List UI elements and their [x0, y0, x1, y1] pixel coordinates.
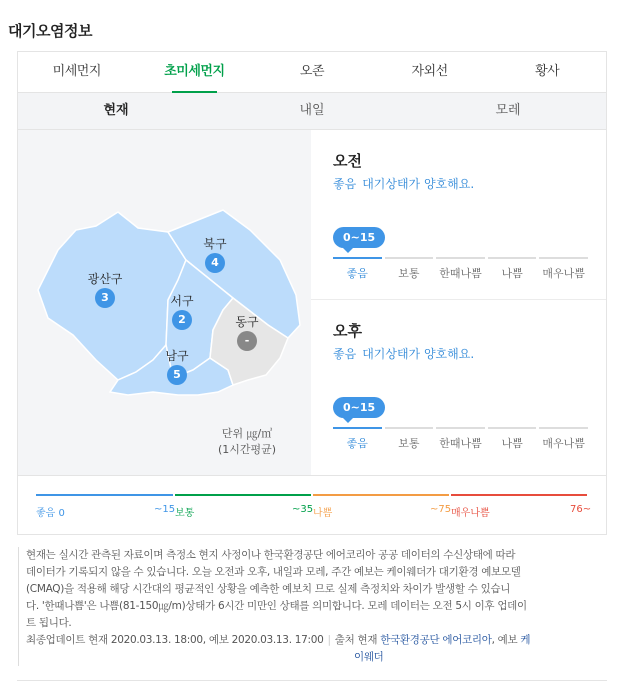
forecast-am: [311, 130, 606, 300]
grade-temp-bad: 한때나쁨: [436, 427, 485, 451]
tab-day-after[interactable]: 모레: [495, 103, 521, 118]
legend-bar-normal: [175, 494, 311, 496]
forecast-desc: 대기상태가 양호해요.: [362, 347, 475, 361]
tab-ozone[interactable]: 오존: [299, 64, 325, 79]
forecast-grade: 좋음: [333, 347, 357, 361]
grade-very-bad: 매우나쁨: [539, 427, 588, 451]
unit-period: (1시간평균): [218, 443, 277, 456]
legend-bar-good: [36, 494, 173, 496]
tab-now[interactable]: 현재: [103, 103, 129, 118]
source-kweather-link-2[interactable]: 이웨더: [354, 651, 384, 663]
grade-bad: 나쁨: [488, 427, 537, 451]
region-label-buk[interactable]: [185, 236, 245, 273]
grade-temp-bad: 한때나쁨: [436, 257, 485, 281]
notice-line: 트 됩니다.: [26, 617, 72, 629]
pollutant-tabs: [18, 52, 606, 93]
tab-uv[interactable]: 자외선: [411, 64, 448, 79]
data-notice: [18, 547, 603, 666]
region-value-badge: 2: [172, 310, 192, 330]
grade-bad: 나쁨: [488, 257, 537, 281]
grade-normal: 보통: [385, 427, 434, 451]
day-tabs: [18, 93, 606, 130]
region-value-badge: 5: [167, 365, 187, 385]
region-name: 남구: [165, 349, 189, 363]
source-mid: , 예보: [491, 634, 518, 646]
air-quality-card: [17, 51, 607, 535]
bottom-divider: [17, 680, 607, 681]
grade-scale: [333, 427, 588, 451]
forecast-time: 오전: [333, 152, 362, 170]
region-label-nam[interactable]: [147, 348, 207, 385]
source-kweather-link-1[interactable]: 케: [520, 634, 531, 646]
legend-bar-very-bad: [451, 494, 587, 496]
page-title: 대기오염정보: [8, 22, 92, 40]
unit-note: [218, 426, 276, 458]
region-name: 광산구: [87, 272, 123, 286]
grade-very-bad: 매우나쁨: [539, 257, 588, 281]
forecast-status: [333, 345, 474, 362]
tab-fine-dust[interactable]: 미세먼지: [52, 64, 101, 79]
forecast-status: [333, 175, 474, 192]
region-name: 북구: [203, 237, 227, 251]
legend-normal: 보통: [175, 508, 195, 519]
source-kweather-continued: [26, 649, 603, 666]
legend-normal-start: ~15: [154, 504, 176, 515]
forecast-desc: 대기상태가 양호해요.: [362, 177, 475, 191]
legend-very-bad-start: ~75: [430, 504, 452, 515]
legend-bad-start: ~35: [292, 504, 314, 515]
region-name: 동구: [235, 315, 259, 329]
notice-line: 다. '한때나쁨'은 나쁨(81-150㎍/m)상태가 6시간 미만인 상태를 의미합니다. 모레 데이터는 오전 5시 이후 업데이: [26, 600, 527, 612]
legend-good: 좋음 0: [36, 508, 65, 519]
notice-line: 현재는 실시간 관측된 자료이며 측정소 현지 사정이나 한국환경공단 에어코리아 공공 데이터의 수신상태에 따라: [26, 549, 516, 561]
legend-very-bad: 매우나쁨: [451, 508, 490, 519]
range-badge: 0~15: [333, 227, 385, 248]
tab-yellow-dust[interactable]: 황사: [535, 64, 560, 79]
legend-max: 76~: [570, 504, 592, 515]
source-airkorea-link[interactable]: 한국환경공단 에어코리아: [380, 634, 492, 646]
source-prefix: 출처 현재: [334, 634, 378, 646]
forecast-time: 오후: [333, 322, 362, 340]
tab-tomorrow[interactable]: 내일: [299, 103, 325, 118]
region-label-seo[interactable]: [152, 293, 212, 330]
range-badge: 0~15: [333, 397, 385, 418]
region-label-gwangsan[interactable]: [75, 271, 135, 308]
tab-ultrafine-dust[interactable]: 초미세먼지: [136, 52, 254, 92]
grade-good: 좋음: [333, 427, 382, 451]
grade-scale: [333, 257, 588, 281]
region-map: [18, 130, 311, 475]
region-value-badge: 3: [95, 288, 115, 308]
region-value-badge: -: [237, 331, 257, 351]
region-value-badge: 4: [205, 253, 225, 273]
unit-text: 단위 ㎍/㎥: [221, 427, 273, 440]
grade-legend: [18, 475, 606, 534]
forecast-panel: [311, 130, 606, 475]
grade-good: 좋음: [333, 257, 382, 281]
update-info: [26, 632, 603, 649]
region-label-dong[interactable]: [217, 314, 277, 351]
notice-line: 데이터가 기록되지 않을 수 있습니다. 오늘 오전과 오후, 내일과 모레, 주간 예보는 케이웨더가 대기환경 예보모델: [26, 566, 521, 578]
region-name: 서구: [170, 294, 194, 308]
update-time: 최종업데이트 현재 2020.03.13. 18:00, 예보 2020.03.13. 17:00: [26, 634, 324, 646]
notice-line: (CMAQ)을 적용해 해당 시간대의 평균적인 상황을 예측한 예보치 므로 실제 측정치와 차이가 발생할 수 있습니: [26, 583, 511, 595]
separator: |: [327, 634, 331, 646]
forecast-pm: [311, 300, 606, 470]
grade-normal: 보통: [385, 257, 434, 281]
legend-bad: 나쁨: [313, 508, 333, 519]
forecast-grade: 좋음: [333, 177, 357, 191]
legend-bar-bad: [313, 494, 449, 496]
